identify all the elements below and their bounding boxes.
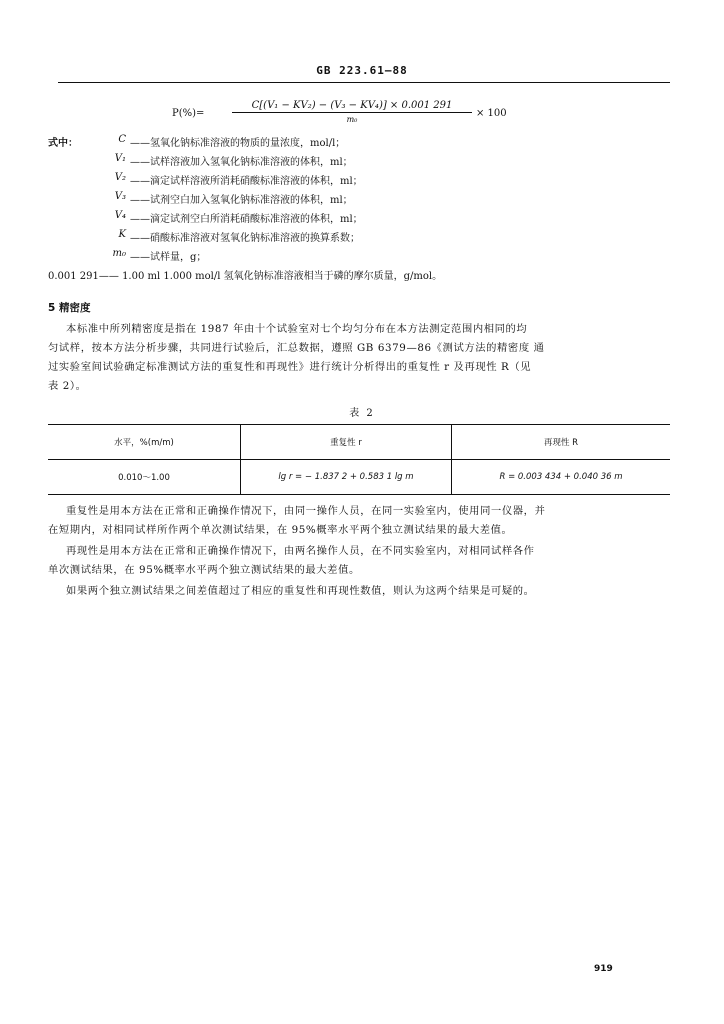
precision-paragraph-line: 过实验室间试验确定标准测试方法的重复性和再现性》进行统计分析得出的重复性 r 及再现性 R（见	[48, 361, 532, 373]
formula-fraction	[232, 100, 472, 124]
header-level: 水平，%(m/m)	[114, 438, 174, 448]
definition-row	[44, 248, 684, 264]
reproducibility-line: 再现性是用本方法在正常和正确操作情况下，由两名操作人员，在不同实验室内，对相同试样各作	[66, 545, 535, 557]
definition-row	[44, 191, 684, 207]
header-repeatability: 重复性 r	[241, 425, 452, 460]
precision-paragraph-line: 匀试样，按本方法分析步骤，共同进行试验后，汇总数据，遵照 GB 6379—86《测试方法的精密度 通	[48, 342, 545, 354]
definition-symbol: K	[118, 229, 126, 240]
definition-symbol: C	[118, 134, 126, 145]
conclusion-line: 如果两个独立测试结果之间差值超过了相应的重复性和再现性数值，则认为这两个结果是可疑的。	[66, 585, 535, 597]
definition-symbol: V₂	[114, 172, 126, 183]
table-row	[48, 460, 670, 495]
definition-row	[44, 153, 684, 169]
formula-lhs: P(%)=	[172, 108, 205, 119]
definition-symbol: m₀	[112, 248, 126, 259]
definition-text: ——试样量，g；	[130, 252, 207, 263]
definition-text: ——滴定试剂空白所消耗硝酸标准溶液的体积，ml；	[130, 214, 363, 225]
constant-definition: 0.001 291—— 1.00 ml 1.000 mol/l 氢氧化钠标准溶液相当于磷的摩尔质量，g/mol。	[48, 271, 443, 282]
definition-row	[44, 134, 684, 150]
header-reproducibility: 再现性 R	[452, 425, 671, 460]
definition-row	[44, 210, 684, 226]
phosphorus-formula	[172, 100, 532, 134]
definition-symbol: V₁	[114, 153, 126, 164]
definitions-lead: 式中：	[48, 138, 78, 149]
table-caption: 表 2	[349, 408, 375, 419]
reproducibility-line: 单次测试结果，在 95%概率水平两个独立测试结果的最大差值。	[48, 564, 360, 576]
definition-row	[44, 172, 684, 188]
section-5-title: 5 精密度	[48, 302, 91, 314]
repeatability-line: 在短期内，对相同试样所作两个单次测试结果，在 95%概率水平两个独立测试结果的最大差值。	[48, 524, 513, 536]
definition-text: ——硝酸标准溶液对氢氧化钠标准溶液的换算系数；	[130, 233, 360, 244]
definition-text: ——氢氧化钠标准溶液的物质的量浓度，mol/l；	[130, 138, 346, 149]
precision-paragraph-line: 表 2）。	[48, 380, 87, 392]
definition-text: ——试样溶液加入氢氧化钠标准溶液的体积，ml；	[130, 157, 353, 168]
formula-numerator: C[(V₁ − KV₂) − (V₃ − KV₄)] × 0.001 291	[232, 100, 472, 113]
standard-header: GB 223.61—88	[316, 64, 408, 77]
cell-repeatability: lg r = − 1.837 2 + 0.583 1 lg m	[241, 460, 452, 495]
definition-text: ——滴定试样溶液所消耗硝酸标准溶液的体积，ml；	[130, 176, 363, 187]
definition-symbol: V₃	[114, 191, 126, 202]
precision-paragraph-line: 本标准中所列精密度是指在 1987 年由十个试验室对七个均匀分布在本方法测定范围内相同的均	[66, 323, 528, 335]
formula-multiplier: × 100	[476, 108, 507, 119]
page-number: 919	[594, 964, 613, 974]
header-rule	[58, 82, 670, 83]
precision-table	[48, 424, 670, 495]
formula-denominator: m₀	[346, 115, 358, 124]
cell-level: 0.010～1.00	[118, 473, 170, 483]
definition-row	[44, 229, 684, 245]
cell-reproducibility: R = 0.003 434 + 0.040 36 m	[452, 460, 671, 495]
definition-symbol: V₄	[114, 210, 126, 221]
repeatability-line: 重复性是用本方法在正常和正确操作情况下，由同一操作人员，在同一实验室内，使用同一仪器，并	[66, 505, 546, 517]
table-header-row	[48, 425, 670, 460]
definition-text: ——试剂空白加入氢氧化钠标准溶液的体积，ml；	[130, 195, 353, 206]
